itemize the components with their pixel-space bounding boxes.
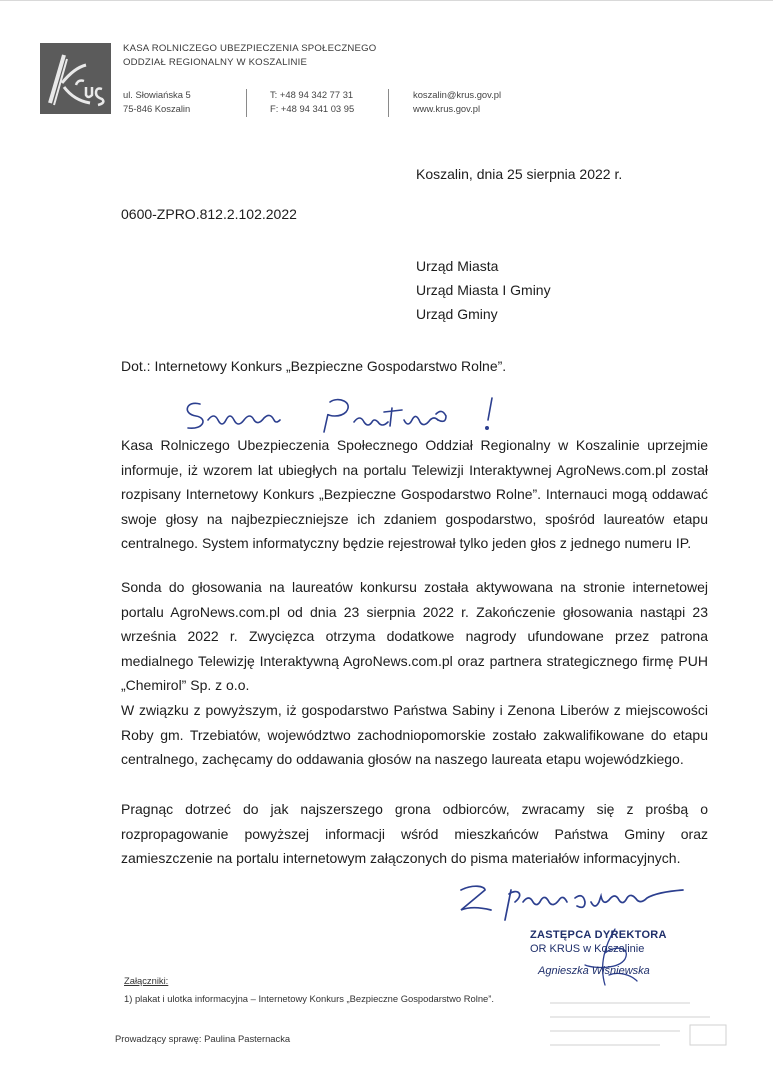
signatory-name: Agnieszka Wiśniewska: [538, 965, 650, 977]
subject-line: Dot.: Internetowy Konkurs „Bezpieczne Gospodarstwo Rolne”.: [121, 358, 507, 374]
letter-date: Koszalin, dnia 25 sierpnia 2022 r.: [416, 166, 623, 182]
attachment-item: 1) plakat i ulotka informacyjna – Internetowy Konkurs „Bezpieczne Gospodarstwo Rolne”.: [124, 993, 494, 1004]
handwritten-closing: [455, 880, 715, 929]
case-handler: Prowadzący sprawę: Paulina Pasternacka: [115, 1033, 291, 1044]
body-paragraph: Pragnąc dotrzeć do jak najszerszego grona odbiorców, zwracamy się z prośbą o rozpropagowanie powyższej informacji wśród mieszkańców Państwa Gminy oraz zamieszczenie na portalu internetowym załączonych do pisma materiałów informacyjnych.: [121, 801, 708, 866]
body-paragraph: W związku z powyższym, iż gospodarstwo Państwa Sabiny i Zenona Liberów z miejscowości Roby gm. Trzebiatów, województwo zachodniopomorskie zostało zakwalifikowane do etapu centralnego, zachęcamy do oddawania głosów na naszego laureata etapu wojewódzkiego.: [121, 702, 708, 767]
header-divider: [388, 89, 389, 117]
body-paragraph: Kasa Rolniczego Ubezpieczenia Społecznego Oddział Regionalny w Koszalinie uprzejmie informuje, iż wzorem lat ubiegłych na portalu Telewizji Interaktywnej AgroNews.com.pl został rozpisany Internetowy Konkurs „Bezpieczne Gospodarstwo Rolne”. Internauci mogą oddawać swoje głosy na najbezpieczniejsze ich zdaniem gospodarstwo, spośród laureatów etapu centralnego. System informatyczny będzie rejestrował tylko jeden głos z jednego numeru IP.: [121, 437, 708, 551]
body-paragraph: Sonda do głosowania na laureatów konkursu została aktywowana na stronie internetowej portalu AgroNews.com.pl od dnia 23 sierpnia 2022 r. Zakończenie głosowania nastąpi 23 września 2022 r. Zwycięzca otrzyma dodatkowe nagrody ufundowane przez patrona medialnego Telewizję Interaktywną AgroNews.com.pl oraz partnera strategicznego firmę PUH „Chemirol” Sp. z o.o.: [121, 579, 708, 693]
recipient: Urząd Gminy: [416, 306, 498, 322]
phone-block: [270, 88, 354, 116]
krus-logo: [40, 43, 111, 114]
institution-name: [123, 42, 376, 69]
email-address: koszalin@krus.gov.pl: [413, 89, 502, 100]
reference-number: 0600-ZPRO.812.2.102.2022: [121, 206, 297, 222]
signatory-office: OR KRUS w Koszalinie: [530, 943, 645, 955]
signatory-title: ZASTĘPCA DYREKTORA: [530, 929, 667, 941]
institution-line-2: ODDZIAŁ REGIONALNY W KOSZALINIE: [123, 56, 308, 68]
attachments-label: Załączniki:: [124, 975, 169, 986]
website-address: www.krus.gov.pl: [413, 103, 481, 114]
header-divider: [246, 89, 247, 117]
recipient: Urząd Miasta I Gminy: [416, 282, 551, 298]
address-block: [123, 88, 191, 116]
address-street: ul. Słowiańska 5: [123, 89, 191, 100]
web-block: [413, 88, 501, 116]
signature-block: [530, 928, 667, 978]
institution-line-1: KASA ROLNICZEGO UBEZPIECZENIA SPOŁECZNEGO: [123, 43, 377, 54]
faded-stamp: [540, 995, 730, 1060]
phone-number: T: +48 94 342 77 31: [270, 89, 354, 100]
fax-number: F: +48 94 341 03 95: [270, 103, 355, 114]
recipients: [416, 254, 551, 326]
recipient: Urząd Miasta: [416, 258, 499, 274]
address-city: 75-846 Koszalin: [123, 103, 191, 114]
